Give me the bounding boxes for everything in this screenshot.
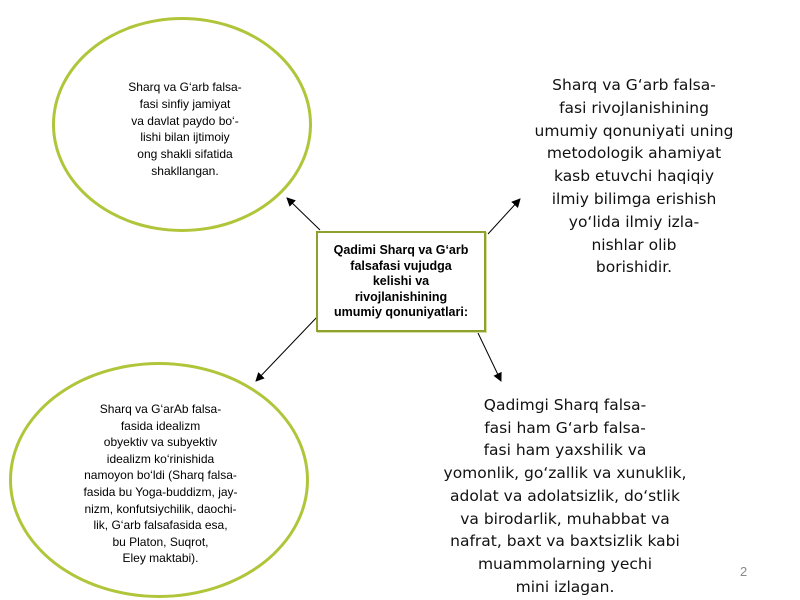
central-topic-text: Qadimi Sharq va G‘arb falsafasi vujudga kelishi va rivojlanishining umumiy qonuniyatlari: — [333, 243, 469, 320]
arrow-to-bottom-right — [478, 333, 501, 381]
top-left-ellipse-text: Sharq va G‘arb falsa- fasi sinfiy jamiyat va davlat paydo bo‘- lishi bilan ijtimoiy ong shakli sifatida shakllangan. — [128, 80, 242, 178]
page-number: 2 — [740, 564, 748, 579]
bottom-left-ellipse-text: Sharq va G‘arAb falsa- fasida idealizm obyektiv va subyektiv idealizm ko‘rinishida namoyon bo‘ldi (Sharq falsa- fasida bu Yoga-buddizm, jay- nizm, konfutsiychilik, daochi- lik, G‘arb falsafasida esa, bu Platon, Suqrot, Eley maktabi). — [83, 402, 238, 566]
top-right-text: Sharq va G‘arb falsa- fasi rivojlanishining umumiy qonuniyati uning metodologik ahamiyat kasb etuvchi haqiqiy ilmiy bilimga erishish yo‘lida ilmiy izla- nishlar olib borishidir. — [534, 76, 734, 277]
arrow-to-bottom-left — [256, 316, 318, 381]
bottom-right-text: Qadimgi Sharq falsa- fasi ham G‘arb falsa- fasi ham yaxshilik va yomonlik, go‘zallik va xunuklik, adolat va adolatsizlik, do‘stlik va birodarlik, muhabbat va nafrat, baxt va baxtsizlik kabi muammolarning yechi mini izlagan. — [443, 396, 687, 596]
arrow-to-top-left — [287, 198, 320, 230]
central-topic-box — [316, 231, 486, 332]
